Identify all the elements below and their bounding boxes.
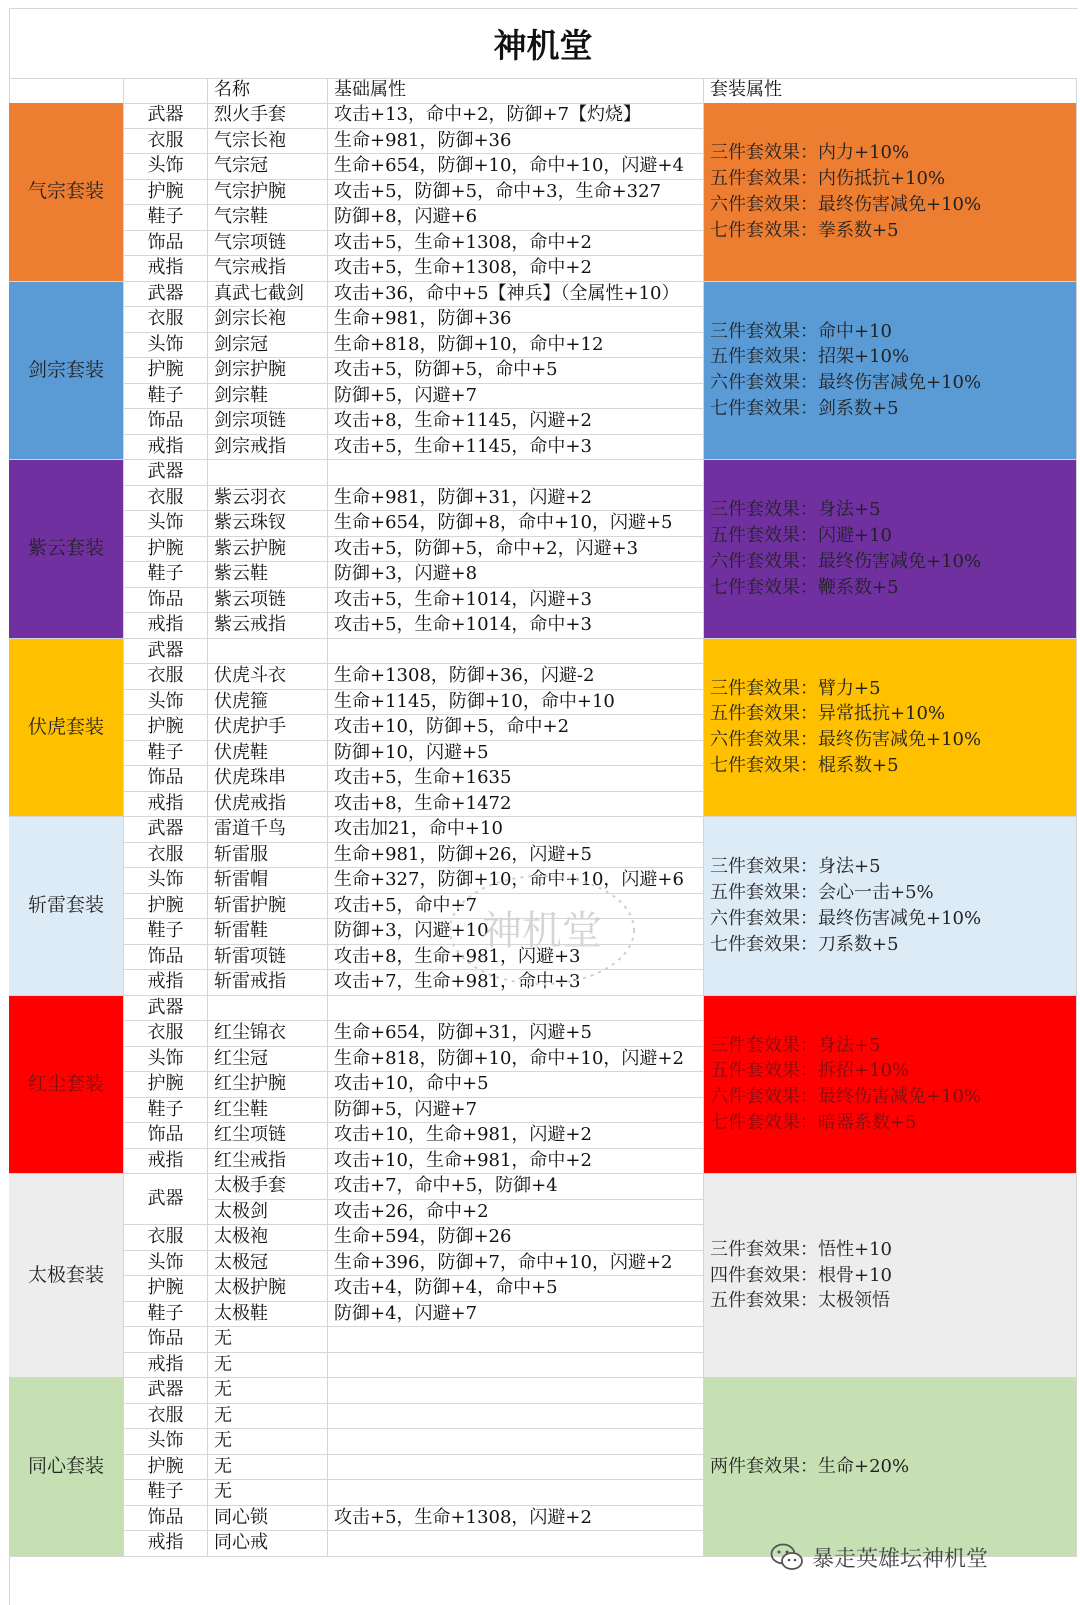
set-effects-cell — [704, 817, 1077, 996]
item-name-cell: 斩雷戒指 — [208, 970, 328, 996]
item-name-cell: 太极手套 — [208, 1174, 328, 1200]
item-attr-cell: 攻击+5，生命+1014，闪避+3 — [328, 588, 704, 614]
slot-cell: 衣服 — [124, 1404, 208, 1430]
item-attr-cell: 生命+981，防御+36 — [328, 307, 704, 333]
item-attr-cell: 攻击+5，生命+1145，命中+3 — [328, 435, 704, 461]
item-name-cell: 剑宗戒指 — [208, 435, 328, 461]
set-effect-line: 六件套效果：最终伤害减免+10% — [710, 550, 982, 572]
set-effect-line: 六件套效果：最终伤害减免+10% — [710, 907, 982, 929]
item-name-cell: 伏虎护手 — [208, 715, 328, 741]
set-effect-line: 五件套效果：会心一击+5% — [710, 881, 934, 903]
item-name-cell: 红尘护腕 — [208, 1072, 328, 1098]
set-effect-line: 三件套效果：身法+5 — [710, 856, 881, 878]
set-effects-cell — [704, 1174, 1077, 1378]
set-effect-line: 七件套效果：剑系数+5 — [710, 398, 899, 420]
slot-cell: 衣服 — [124, 486, 208, 512]
set-effect-line: 五件套效果：拆招+10% — [710, 1060, 910, 1082]
item-attr-cell — [328, 1353, 704, 1379]
item-attr-cell: 生命+1145，防御+10，命中+10 — [328, 690, 704, 716]
set-name-cell: 剑宗套装 — [9, 282, 124, 461]
item-name-cell: 伏虎箍 — [208, 690, 328, 716]
item-attr-cell — [328, 1480, 704, 1506]
item-name-cell: 剑宗项链 — [208, 409, 328, 435]
set-name-cell: 伏虎套装 — [9, 639, 124, 818]
slot-cell: 头饰 — [124, 333, 208, 359]
header-set-blank — [9, 78, 124, 104]
item-attr-cell — [328, 1455, 704, 1481]
item-attr-cell: 攻击+36，命中+5【神兵】（全属性+10） — [328, 282, 704, 308]
item-name-cell: 紫云护腕 — [208, 537, 328, 563]
item-name-cell: 同心锁 — [208, 1506, 328, 1532]
slot-cell: 戒指 — [124, 1353, 208, 1379]
slot-cell: 护腕 — [124, 894, 208, 920]
slot-cell: 戒指 — [124, 613, 208, 639]
item-attr-cell — [328, 1327, 704, 1353]
slot-cell: 头饰 — [124, 511, 208, 537]
item-attr-cell: 攻击+5，生命+1014，命中+3 — [328, 613, 704, 639]
slot-cell: 饰品 — [124, 945, 208, 971]
item-name-cell: 气宗冠 — [208, 154, 328, 180]
item-attr-cell: 防御+5，闪避+7 — [328, 1098, 704, 1124]
item-attr-cell: 防御+3，闪避+8 — [328, 562, 704, 588]
item-name-cell: 斩雷鞋 — [208, 919, 328, 945]
set-name-cell: 紫云套装 — [9, 460, 124, 639]
set-effect-line: 三件套效果：身法+5 — [710, 1034, 881, 1056]
slot-cell: 护腕 — [124, 1455, 208, 1481]
item-name-cell: 伏虎鞋 — [208, 741, 328, 767]
item-attr-cell: 生命+818，防御+10，命中+10，闪避+2 — [328, 1047, 704, 1073]
item-name-cell: 无 — [208, 1404, 328, 1430]
set-effect-line: 三件套效果：身法+5 — [710, 499, 881, 521]
item-name-cell: 伏虎珠串 — [208, 766, 328, 792]
item-attr-cell: 攻击+7，生命+981，命中+3 — [328, 970, 704, 996]
slot-cell: 饰品 — [124, 1327, 208, 1353]
set-effect-line: 三件套效果：臂力+5 — [710, 677, 881, 699]
wechat-icon — [770, 1542, 804, 1572]
set-name-cell: 同心套装 — [9, 1378, 124, 1557]
item-attr-cell: 生命+327，防御+10，命中+10，闪避+6 — [328, 868, 704, 894]
slot-cell: 武器 — [124, 639, 208, 665]
item-attr-cell: 攻击+5，生命+1308，闪避+2 — [328, 1506, 704, 1532]
item-name-cell: 气宗戒指 — [208, 256, 328, 282]
set-effect-line: 五件套效果：闪避+10 — [710, 524, 892, 546]
set-effects-cell — [704, 282, 1077, 461]
set-effect-line: 三件套效果：悟性+10 — [710, 1238, 892, 1260]
item-name-cell: 红尘项链 — [208, 1123, 328, 1149]
footer-text: 暴走英雄坛神机堂 — [812, 1546, 989, 1572]
slot-cell: 衣服 — [124, 1225, 208, 1251]
set-effects-cell — [704, 103, 1077, 282]
item-name-cell: 无 — [208, 1455, 328, 1481]
item-attr-cell — [328, 1404, 704, 1430]
slot-cell: 饰品 — [124, 231, 208, 257]
item-name-cell: 剑宗冠 — [208, 333, 328, 359]
item-attr-cell: 防御+8，闪避+6 — [328, 205, 704, 231]
item-attr-cell — [328, 1531, 704, 1557]
item-attr-cell: 防御+4，闪避+7 — [328, 1302, 704, 1328]
set-effect-line: 五件套效果：内伤抵抗+10% — [710, 167, 946, 189]
item-name-cell: 剑宗护腕 — [208, 358, 328, 384]
slot-cell: 鞋子 — [124, 1098, 208, 1124]
slot-cell: 头饰 — [124, 1429, 208, 1455]
slot-cell: 饰品 — [124, 766, 208, 792]
item-name-cell — [208, 996, 328, 1022]
item-attr-cell: 攻击+5，生命+1635 — [328, 766, 704, 792]
item-attr-cell: 生命+981，防御+36 — [328, 129, 704, 155]
item-name-cell: 斩雷项链 — [208, 945, 328, 971]
item-name-cell: 红尘锦衣 — [208, 1021, 328, 1047]
set-effect-line: 四件套效果：根骨+10 — [710, 1264, 892, 1286]
item-name-cell: 紫云戒指 — [208, 613, 328, 639]
item-name-cell: 无 — [208, 1353, 328, 1379]
item-attr-cell: 攻击+10，生命+981，闪避+2 — [328, 1123, 704, 1149]
item-attr-cell: 攻击+10，生命+981，命中+2 — [328, 1149, 704, 1175]
slot-cell: 戒指 — [124, 1149, 208, 1175]
slot-cell: 护腕 — [124, 537, 208, 563]
footer-watermark — [770, 1540, 988, 1574]
slot-cell: 护腕 — [124, 715, 208, 741]
set-effect-line: 五件套效果：太极领悟 — [710, 1290, 890, 1312]
item-attr-cell: 攻击+4，防御+4，命中+5 — [328, 1276, 704, 1302]
slot-cell: 武器 — [124, 996, 208, 1022]
item-attr-cell: 生命+981，防御+26，闪避+5 — [328, 843, 704, 869]
item-attr-cell: 攻击+5，防御+5，命中+2，闪避+3 — [328, 537, 704, 563]
item-name-cell: 伏虎斗衣 — [208, 664, 328, 690]
item-attr-cell: 生命+654，防御+10，命中+10，闪避+4 — [328, 154, 704, 180]
item-name-cell: 太极鞋 — [208, 1302, 328, 1328]
item-name-cell: 紫云羽衣 — [208, 486, 328, 512]
item-name-cell: 气宗护腕 — [208, 180, 328, 206]
set-name-cell: 斩雷套装 — [9, 817, 124, 996]
item-attr-cell: 生命+981，防御+31，闪避+2 — [328, 486, 704, 512]
slot-cell: 戒指 — [124, 1531, 208, 1557]
item-attr-cell — [328, 460, 704, 486]
item-attr-cell — [328, 1378, 704, 1404]
item-attr-cell: 防御+5，闪避+7 — [328, 384, 704, 410]
slot-cell: 戒指 — [124, 256, 208, 282]
item-attr-cell: 生命+594，防御+26 — [328, 1225, 704, 1251]
item-attr-cell: 攻击+5，命中+7 — [328, 894, 704, 920]
set-effects-cell — [704, 460, 1077, 639]
slot-cell: 鞋子 — [124, 741, 208, 767]
set-name-cell: 气宗套装 — [9, 103, 124, 282]
item-name-cell: 剑宗长袍 — [208, 307, 328, 333]
slot-cell: 衣服 — [124, 307, 208, 333]
item-attr-cell: 攻击+5，防御+5，命中+3，生命+327 — [328, 180, 704, 206]
set-effect-line: 六件套效果：最终伤害减免+10% — [710, 729, 982, 751]
item-attr-cell: 生命+818，防御+10，命中+12 — [328, 333, 704, 359]
item-name-cell: 剑宗鞋 — [208, 384, 328, 410]
item-name-cell: 真武七截剑 — [208, 282, 328, 308]
slot-cell: 饰品 — [124, 409, 208, 435]
set-name-cell: 红尘套装 — [9, 996, 124, 1175]
set-effect-line: 七件套效果：鞭系数+5 — [710, 576, 899, 598]
item-name-cell: 烈火手套 — [208, 103, 328, 129]
slot-cell: 头饰 — [124, 690, 208, 716]
item-name-cell: 无 — [208, 1378, 328, 1404]
header-slot-blank — [124, 78, 208, 104]
set-effect-line: 七件套效果：棍系数+5 — [710, 755, 899, 777]
item-name-cell: 红尘戒指 — [208, 1149, 328, 1175]
slot-cell: 头饰 — [124, 1047, 208, 1073]
slot-cell: 饰品 — [124, 1506, 208, 1532]
set-effects-cell — [704, 639, 1077, 818]
item-attr-cell: 攻击+5，生命+1308，命中+2 — [328, 256, 704, 282]
set-effect-line: 五件套效果：招架+10% — [710, 346, 910, 368]
slot-cell: 鞋子 — [124, 562, 208, 588]
item-name-cell: 太极剑 — [208, 1200, 328, 1226]
slot-cell: 鞋子 — [124, 1302, 208, 1328]
set-effect-line: 三件套效果：命中+10 — [710, 320, 892, 342]
slot-cell: 衣服 — [124, 1021, 208, 1047]
item-attr-cell: 攻击+8，生命+981，闪避+3 — [328, 945, 704, 971]
item-name-cell: 气宗长袍 — [208, 129, 328, 155]
item-attr-cell: 攻击+10，防御+5，命中+2 — [328, 715, 704, 741]
item-attr-cell: 生命+654，防御+31，闪避+5 — [328, 1021, 704, 1047]
slot-cell: 武器 — [124, 103, 208, 129]
slot-cell: 武器 — [124, 460, 208, 486]
slot-cell: 武器 — [124, 817, 208, 843]
slot-cell: 护腕 — [124, 1276, 208, 1302]
set-effect-line: 三件套效果：内力+10% — [710, 142, 910, 164]
item-attr-cell: 攻击+5，防御+5，命中+5 — [328, 358, 704, 384]
item-name-cell: 紫云鞋 — [208, 562, 328, 588]
slot-cell: 头饰 — [124, 154, 208, 180]
slot-cell: 头饰 — [124, 868, 208, 894]
item-name-cell: 太极袍 — [208, 1225, 328, 1251]
item-name-cell: 紫云项链 — [208, 588, 328, 614]
set-effect-line: 七件套效果：暗器系数+5 — [710, 1112, 917, 1134]
item-attr-cell: 攻击+8，生命+1472 — [328, 792, 704, 818]
item-name-cell: 斩雷帽 — [208, 868, 328, 894]
item-attr-cell: 攻击+10，命中+5 — [328, 1072, 704, 1098]
item-name-cell: 无 — [208, 1429, 328, 1455]
slot-cell: 护腕 — [124, 1072, 208, 1098]
item-name-cell: 气宗鞋 — [208, 205, 328, 231]
set-effects-cell — [704, 1378, 1077, 1557]
slot-cell: 戒指 — [124, 970, 208, 996]
item-attr-cell: 攻击+5，生命+1308，命中+2 — [328, 231, 704, 257]
slot-cell: 衣服 — [124, 843, 208, 869]
item-name-cell: 气宗项链 — [208, 231, 328, 257]
set-effect-line: 五件套效果：异常抵抗+10% — [710, 703, 946, 725]
item-name-cell: 太极冠 — [208, 1251, 328, 1277]
header-base-attr: 基础属性 — [328, 78, 704, 104]
slot-cell: 鞋子 — [124, 1480, 208, 1506]
item-attr-cell: 防御+10，闪避+5 — [328, 741, 704, 767]
item-name-cell — [208, 460, 328, 486]
item-attr-cell: 攻击+8，生命+1145，闪避+2 — [328, 409, 704, 435]
header-set-attr: 套装属性 — [704, 78, 1077, 104]
slot-cell: 鞋子 — [124, 919, 208, 945]
slot-cell: 武器 — [124, 1174, 208, 1225]
set-effect-line: 七件套效果：拳系数+5 — [710, 219, 899, 241]
slot-cell: 武器 — [124, 282, 208, 308]
sheet-title: 神机堂 — [9, 8, 1077, 79]
item-attr-cell: 防御+3，闪避+10 — [328, 919, 704, 945]
item-attr-cell: 攻击+13，命中+2，防御+7【灼烧】 — [328, 103, 704, 129]
item-attr-cell: 攻击+7，命中+5，防御+4 — [328, 1174, 704, 1200]
item-name-cell: 无 — [208, 1327, 328, 1353]
item-name-cell: 太极护腕 — [208, 1276, 328, 1302]
item-name-cell: 斩雷服 — [208, 843, 328, 869]
slot-cell: 饰品 — [124, 588, 208, 614]
header-name: 名称 — [208, 78, 328, 104]
item-name-cell: 无 — [208, 1480, 328, 1506]
set-effect-line: 六件套效果：最终伤害减免+10% — [710, 1086, 982, 1108]
item-attr-cell — [328, 996, 704, 1022]
item-name-cell: 红尘冠 — [208, 1047, 328, 1073]
slot-cell: 戒指 — [124, 792, 208, 818]
slot-cell: 鞋子 — [124, 384, 208, 410]
slot-cell: 武器 — [124, 1378, 208, 1404]
item-attr-cell: 生命+396，防御+7，命中+10，闪避+2 — [328, 1251, 704, 1277]
item-name-cell: 紫云珠钗 — [208, 511, 328, 537]
slot-cell: 鞋子 — [124, 205, 208, 231]
slot-cell: 饰品 — [124, 1123, 208, 1149]
item-attr-cell: 攻击+26，命中+2 — [328, 1200, 704, 1226]
item-attr-cell: 生命+654，防御+8，命中+10，闪避+5 — [328, 511, 704, 537]
slot-cell: 护腕 — [124, 180, 208, 206]
item-name-cell: 斩雷护腕 — [208, 894, 328, 920]
slot-cell: 衣服 — [124, 664, 208, 690]
item-attr-cell — [328, 639, 704, 665]
item-name-cell: 伏虎戒指 — [208, 792, 328, 818]
item-name-cell: 同心戒 — [208, 1531, 328, 1557]
set-effect-line: 七件套效果：刀系数+5 — [710, 933, 899, 955]
item-attr-cell: 生命+1308，防御+36，闪避-2 — [328, 664, 704, 690]
set-effect-line: 六件套效果：最终伤害减免+10% — [710, 193, 982, 215]
set-name-cell: 太极套装 — [9, 1174, 124, 1378]
set-effect-line: 六件套效果：最终伤害减免+10% — [710, 372, 982, 394]
item-name-cell: 雷道千鸟 — [208, 817, 328, 843]
set-effect-line: 两件套效果：生命+20% — [710, 1455, 910, 1477]
slot-cell: 戒指 — [124, 435, 208, 461]
slot-cell: 护腕 — [124, 358, 208, 384]
watermark-text: 神机堂 — [482, 908, 602, 954]
slot-cell: 头饰 — [124, 1251, 208, 1277]
item-name-cell: 红尘鞋 — [208, 1098, 328, 1124]
item-attr-cell: 攻击加21，命中+10 — [328, 817, 704, 843]
item-name-cell — [208, 639, 328, 665]
slot-cell: 衣服 — [124, 129, 208, 155]
set-effects-cell — [704, 996, 1077, 1175]
item-attr-cell — [328, 1429, 704, 1455]
